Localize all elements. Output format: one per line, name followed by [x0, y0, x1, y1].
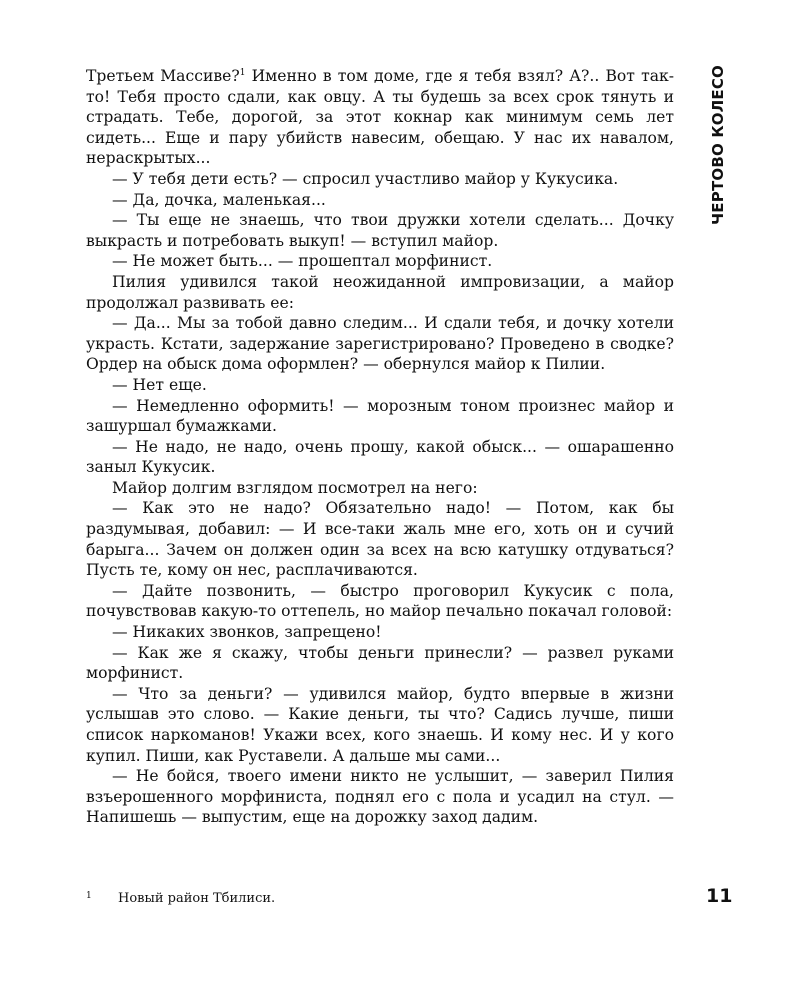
footnote-mark: 1: [86, 891, 92, 901]
running-head: [698, 64, 738, 226]
footnote: [86, 891, 586, 906]
running-head-title: ЧЕРТОВО КОЛЕСО: [709, 64, 727, 226]
paragraph: — Немедленно оформить! — морозным тоном произнес майор и зашуршал бумажками.: [86, 396, 674, 436]
paragraph: — Да, дочка, маленькая...: [112, 190, 326, 209]
paragraph: — Как же я скажу, чтобы деньги принесли? — развел руками морфинист.: [86, 643, 674, 683]
footnote-reference[interactable]: 1: [239, 67, 246, 78]
paragraph: — Не может быть... — прошептал морфинист.: [112, 252, 493, 271]
paragraph: — Нет еще.: [112, 375, 207, 394]
paragraph: — Как это не надо? Обязательно надо! — Потом, как бы раздумывая, добавил: — И все-таки жаль мне его, хоть он и сучий барыга... Зачем он должен один за всех на всю катушку отдуваться? Пусть те, кому он нес, расплачиваются.: [86, 499, 674, 580]
paragraph: — Да... Мы за тобой давно следим... И сдали тебя, и дочку хотели украсть. Кстати, задержание зарегистрировано? Проведено в сводке? Ордер на обыск дома оформлен? — обернулся майор к Пилии.: [86, 314, 674, 374]
paragraph: — Никаких звонков, запрещено!: [112, 623, 382, 642]
footnote-text: Новый район Тбилиси.: [118, 891, 276, 906]
page-number: 11: [706, 885, 733, 907]
paragraph: Майор долгим взглядом посмотрел на него:: [112, 478, 478, 497]
paragraph: — Дайте позвонить, — быстро проговорил Кукусик с пола, почувствовав какую-то оттепель, но майор печально покачал головой:: [86, 581, 674, 621]
paragraph: — Не бойся, твоего имени никто не услышит, — заверил Пилия взъерошенного морфиниста, поднял его с пола и усадил на стул. — Напишешь — выпустим, еще на дорожку заход дадим.: [86, 767, 674, 827]
paragraph-text: Именно в том доме, где я тебя взял? А?.. Вот так-то! Тебя просто сдали, как овцу. А ты будешь за всех срок тянуть и страдать. Тебе, дорогой, за этот кокнар как минимум семь лет сидеть... Еще и пару убийств навесим, обещаю. У нас их навалом, нераскрытых...: [86, 67, 675, 168]
paragraph: [86, 66, 674, 169]
paragraph-text: Третьем Массиве?: [86, 67, 240, 85]
paragraph: Пилия удивился такой неожиданной импровизации, а майор продолжал развивать ее:: [86, 272, 674, 312]
paragraph: — Ты еще не знаешь, что твои дружки хотели сделать... Дочку выкрасть и потребовать выкуп! — вступил майор.: [86, 211, 674, 250]
paragraph: — У тебя дети есть? — спросил участливо майор у Кукусика.: [112, 169, 619, 188]
body-text: [86, 66, 674, 828]
paragraph: — Что за деньги? — удивился майор, будто впервые в жизни услышав это слово. — Какие деньги, ты что? Садись лучше, пиши список наркоманов! Укажи всех, кого знаешь. И кому нес. И у кого купил. Пиши, как Руставели. А дальше мы сами...: [86, 684, 674, 765]
paragraph: — Не надо, не надо, очень прошу, какой обыск... — ошарашенно заныл Кукусик.: [86, 437, 674, 477]
